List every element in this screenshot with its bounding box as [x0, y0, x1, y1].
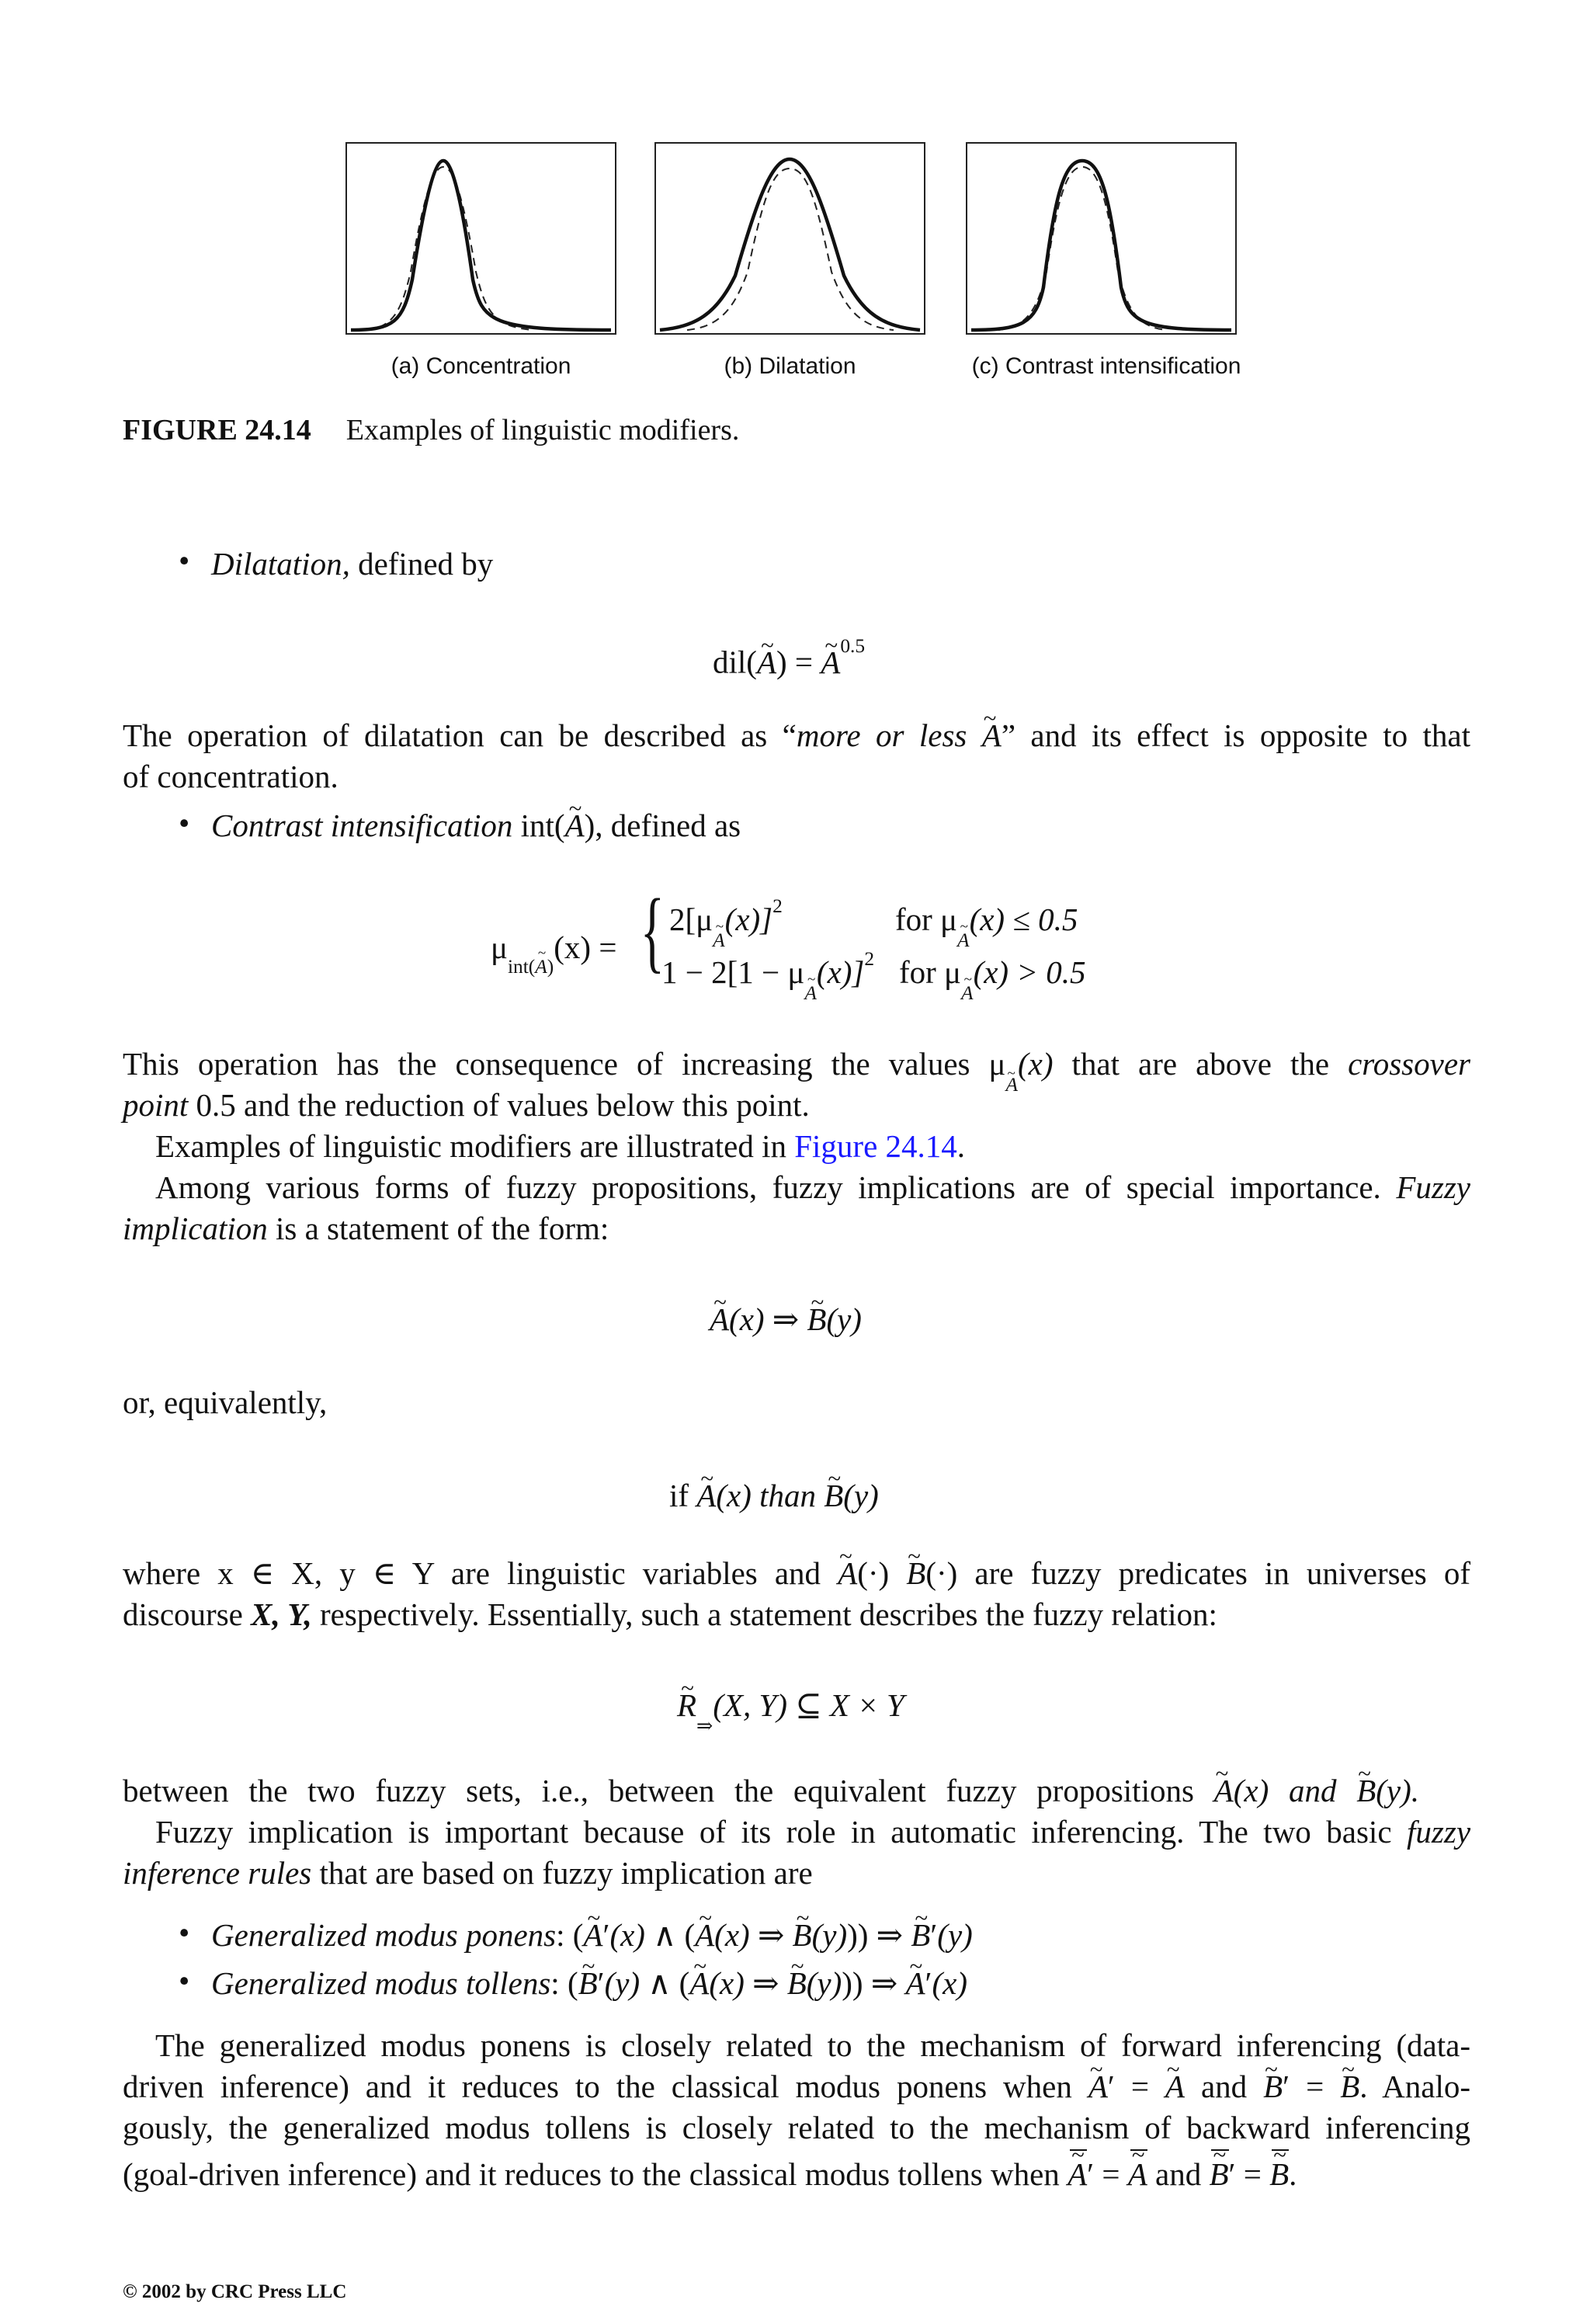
bullet-gmt: •	[179, 1963, 190, 1999]
bullet-dilatation: •	[179, 543, 190, 578]
formula-case-2-condition: for μ~ $_A$(x) > 0.5	[899, 954, 1086, 995]
rule-generalized-modus-tollens: Generalized modus tollens: (~ B′(y) ∧ (~ A(x) ⇒ ~ B(y))) ⇒ ~ A′(x)	[211, 1963, 967, 2003]
formula-case-2: 1 − 2[1 − μ~ $_A$(x)]$^2$	[661, 954, 874, 995]
paragraph-dilatation: The operation of dilatation can be described as “more or less ~ A” and its effect is opposite to that	[123, 715, 1470, 756]
bullet-gmp: •	[179, 1915, 190, 1951]
bullet-contrast: •	[179, 805, 190, 841]
paragraph-generalized-l4: (goal-driven inference) and it reduces to the classical modus tollens when ~ A′ = ~ A and ~ B′ = ~ B.	[123, 2154, 1297, 2194]
formula-case-1: 2[μ~ $_A$(x)]$^2$	[669, 901, 783, 943]
figure-caption	[123, 410, 739, 450]
paragraph-importance: Fuzzy implication is important because of its role in automatic inferencing. The two basic fuzzy	[155, 1814, 1471, 1850]
dilatation-plot	[656, 144, 923, 332]
formula-case-1-condition: for μ~ $_A$(x) ≤ 0.5	[895, 901, 1078, 943]
paragraph-fuzzy-implication-line2: implication is a statement of the form:	[123, 1211, 609, 1246]
figure-panel-concentration	[345, 142, 616, 335]
paragraph-where: where x ∈ X, y ∈ Y are linguistic variables and ~ A(·) ~ B(·) are fuzzy predicates in universes of	[123, 1553, 1470, 1593]
formula-brace: {	[640, 880, 665, 981]
concentration-plot	[347, 144, 614, 332]
modified-curve-solid	[660, 159, 920, 330]
paragraph-between: between the two fuzzy sets, i.e., between the equivalent fuzzy propositions ~ A(x) and ~ B(y).	[123, 1770, 1419, 1811]
figure-number: FIGURE 24.14	[123, 414, 311, 446]
figure-panel-contrast	[966, 142, 1237, 335]
figure-caption-text: Examples of linguistic modifiers.	[345, 414, 740, 446]
paragraph-importance-line2: inference rules that are based on fuzzy implication are	[123, 1855, 813, 1891]
copyright-footer: © 2002 by CRC Press LLC	[123, 2281, 347, 2302]
contrast-plot	[967, 144, 1234, 332]
text-equivalently: or, equivalently,	[123, 1384, 328, 1420]
paragraph-fuzzy-implication: Among various forms of fuzzy propositions, fuzzy implications are of special importance. Fuzzy	[155, 1169, 1470, 1205]
paragraph-generalized-l2: driven inference) and it reduces to the classical modus ponens when ~ A′ = ~ A and ~ B′ = ~ B. Analo-	[123, 2066, 1470, 2107]
panel-label-dilatation: (b) Dilatation	[724, 353, 856, 379]
contrast-definition: Contrast intensification int(~ A), defined as	[211, 805, 741, 846]
formula-contrast-lhs: $\mu_{int(\sim A)}(x)$ =	[491, 929, 616, 971]
original-curve-dashed	[998, 167, 1166, 330]
panel-label-contrast: (c) Contrast intensification	[971, 353, 1241, 379]
formula-dilatation: dil(~ A) = ~ $A^{0.5}$	[713, 635, 865, 683]
formula-relation: ~ $R_\Rightarrow(X$, Y) ⊆ X × Y	[677, 1685, 904, 1737]
figure-link[interactable]: Figure 24.14	[794, 1128, 957, 1164]
modified-curve-solid	[351, 161, 611, 330]
formula-implication: ~ A(x) ⇒ ~ B(y)	[710, 1299, 862, 1339]
rule-generalized-modus-ponens: Generalized modus ponens: (~ A′(x) ∧ (~ A(x) ⇒ ~ B(y))) ⇒ ~ B′(y)	[211, 1915, 973, 1955]
paragraph-where-line2: discourse X, Y, respectively. Essentially, such a statement describes the fuzzy relation:	[123, 1596, 1217, 1632]
figure-panel-dilatation	[654, 142, 925, 335]
panel-label-concentration: (a) Concentration	[391, 353, 571, 379]
paragraph-dilatation-line2: of concentration.	[123, 759, 338, 794]
original-curve-dashed	[366, 167, 533, 330]
paragraph-examples: Examples of linguistic modifiers are illustrated in Figure 24.14.	[155, 1128, 966, 1164]
formula-if-then: if ~ A(x) than ~ B(y)	[669, 1475, 879, 1516]
dilatation-definition: Dilatation, defined by	[211, 546, 494, 582]
paragraph-consequence: This operation has the consequence of increasing the values μ~ $_A$(x) that are above the crossover	[123, 1044, 1470, 1096]
modified-curve-solid	[971, 161, 1231, 330]
paragraph-generalized-l3: gously, the generalized modus tollens is closely related to the mechanism of backward inferencing	[123, 2110, 1470, 2145]
paragraph-consequence-line2: point 0.5 and the reduction of values below this point.	[123, 1087, 810, 1123]
paragraph-generalized-l1: The generalized modus ponens is closely related to the mechanism of forward inferencing (data-	[155, 2027, 1470, 2063]
